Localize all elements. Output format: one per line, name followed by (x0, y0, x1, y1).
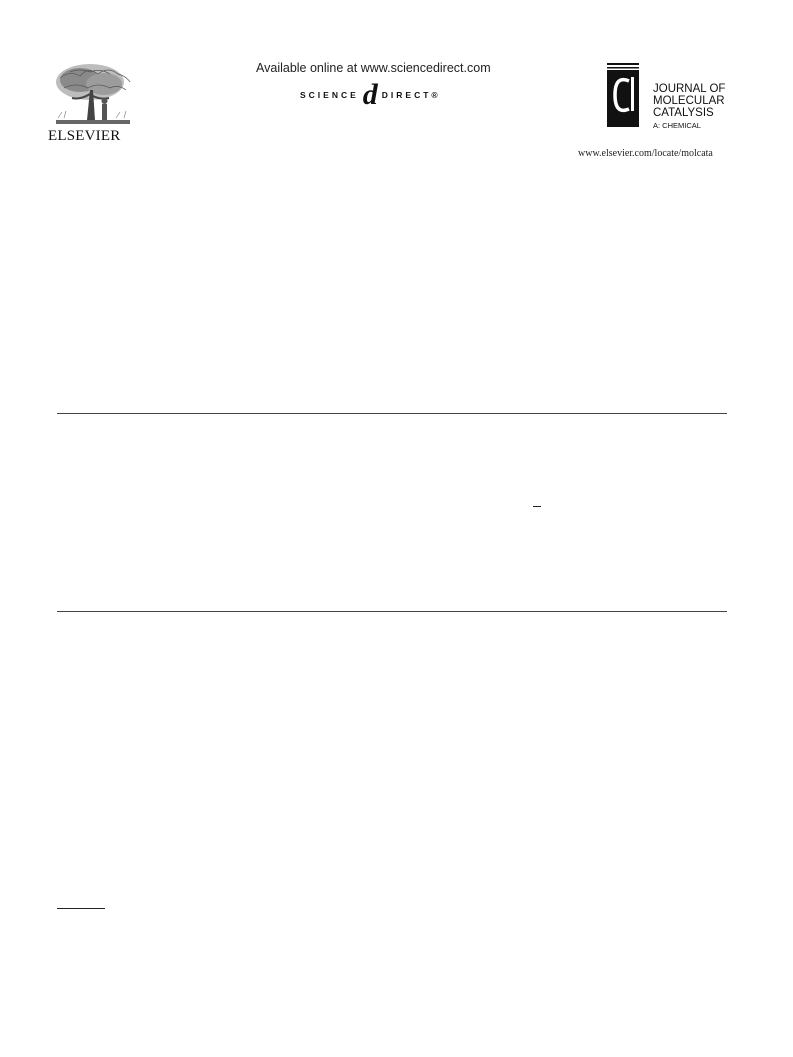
journal-c-badge-icon (607, 63, 639, 127)
journal-title-line-3: CATALYSIS (653, 107, 714, 119)
journal-title-line-1: JOURNAL OF (653, 83, 726, 95)
journal-url: www.elsevier.com/locate/molcata (578, 148, 713, 159)
abstract-top-rule (57, 413, 727, 414)
abstract-bottom-rule (57, 611, 727, 612)
sciencedirect-left-word: SCIENCE (300, 90, 359, 100)
available-online-text: Available online at www.sciencedirect.com (256, 61, 491, 75)
sciencedirect-right-word: DIRECT® (381, 90, 441, 100)
short-dash-mark (533, 506, 541, 507)
publisher-wordmark: ELSEVIER (48, 128, 121, 144)
journal-subtitle: A: CHEMICAL (653, 121, 701, 130)
sciencedirect-at-glyph: d (362, 78, 378, 111)
sciencedirect-logo (300, 78, 441, 111)
journal-title (653, 83, 763, 119)
journal-title-line-2: MOLECULAR (653, 95, 725, 107)
footnote-rule (57, 908, 105, 909)
